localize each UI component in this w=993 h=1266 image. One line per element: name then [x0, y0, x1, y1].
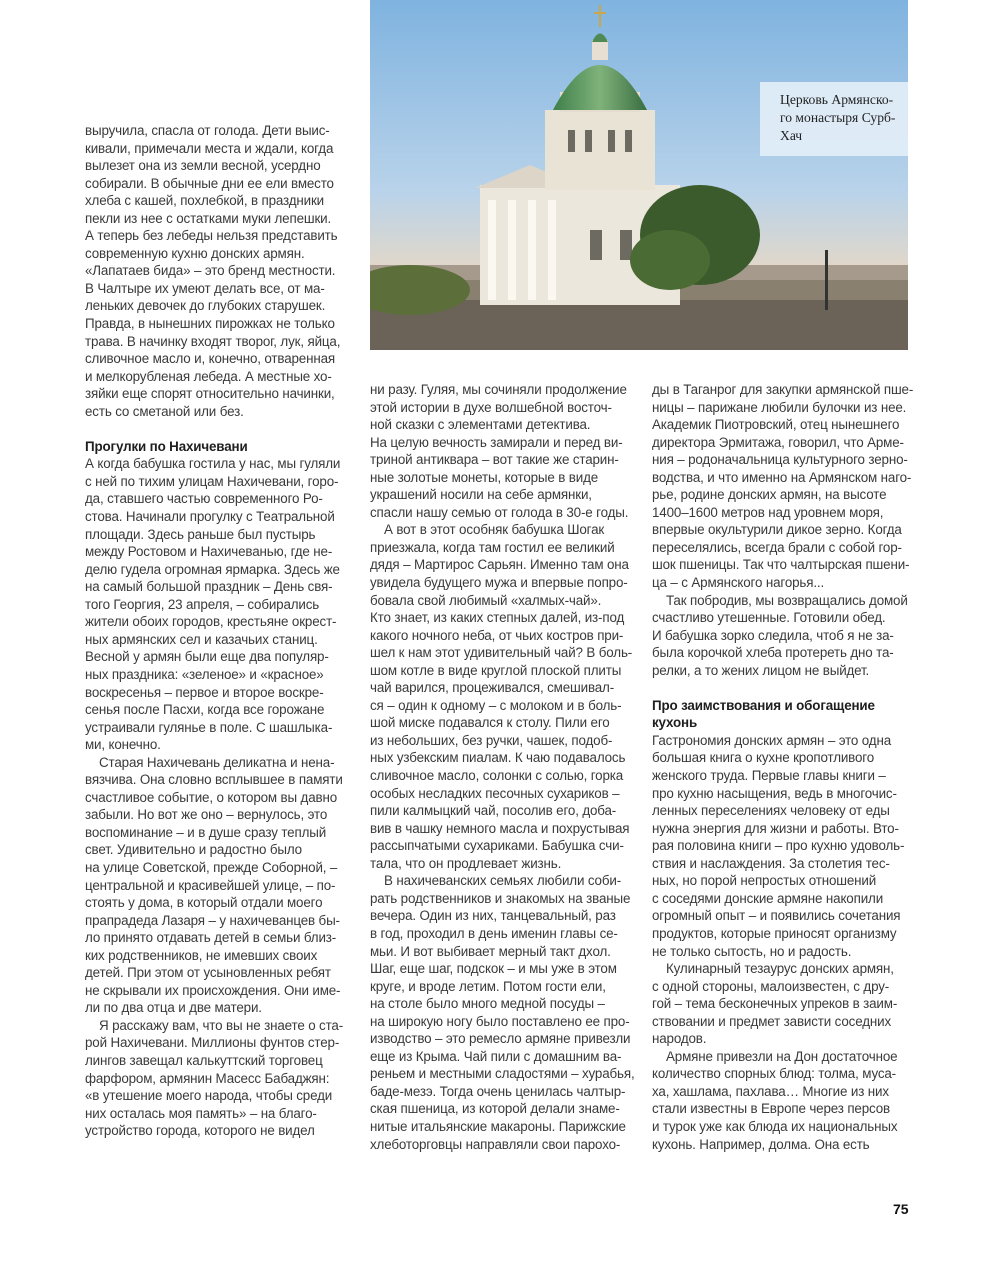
text-line: вечера. Один из них, танцевальный, раз	[370, 908, 616, 924]
paragraph	[85, 122, 347, 420]
text-line: свет. Удивительно и радостно было	[85, 842, 302, 858]
text-line: была корочкой хлеба протереть дно та-	[652, 645, 894, 661]
paragraph	[652, 732, 914, 960]
text-line: не скрывали их происхождения. Они име-	[85, 982, 341, 998]
text-line: Прогулки по Нахичевани	[85, 438, 248, 454]
text-line: И бабушка зорко следила, чтоб я не за-	[652, 627, 894, 643]
caption-line: Хач	[780, 128, 803, 143]
text-line: реньем и местными сладостями – хурабья,	[370, 1066, 635, 1082]
text-line: рая половина книги – про кухню удоволь-	[652, 838, 905, 854]
text-line: ца – с Армянского нагорья...	[652, 575, 825, 591]
text-line: зяйки еще спорят относительно начинки,	[85, 386, 335, 402]
text-line: на самый большой праздник – День свя-	[85, 579, 333, 595]
caption-line: го монастыря Сурб-	[780, 110, 896, 125]
text-line: ния – родоначальница культурного зерно-	[652, 452, 908, 468]
text-line: ская пшеница, из которой делали знаме-	[370, 1101, 620, 1117]
text-line: продуктов, которые приносят организму	[652, 925, 897, 941]
text-line: воспоминание – и в душе сразу теплый	[85, 824, 327, 840]
text-line: выручила, спасла от голода. Дети выис-	[85, 123, 330, 138]
text-line: приезжала, когда там гостил ее великий	[370, 539, 615, 555]
text-line: шел к нам этот удивительный чай? В боль-	[370, 645, 633, 661]
text-line: еще из Крыма. Чай пили с домашним ва-	[370, 1048, 622, 1064]
text-line: ных узбекским пиалам. К чаю подавалось	[370, 750, 626, 766]
text-line: устройство города, которого не видел	[85, 1123, 315, 1139]
text-line: Правда, в нынешних пирожках не только	[85, 316, 335, 332]
caption-line: Церковь Армянско-	[780, 92, 894, 107]
text-line: лингов завещал калькуттский торговец	[85, 1052, 323, 1068]
text-line: про кухню насыщения, ведь в многочис-	[652, 785, 897, 801]
text-line: прапрадеда Лазаря – у нахичеванцев бы-	[85, 912, 340, 928]
text-line: ли по два отца и две матери.	[85, 1000, 262, 1016]
section-heading	[85, 438, 347, 456]
paragraph	[85, 455, 347, 753]
text-line: да, ставшего частью современного Ро-	[85, 491, 323, 507]
text-line: рассыпчатыми сухариками. Бабушка счи-	[370, 838, 624, 854]
text-line: впервые окультурили дикое зерно. Когда	[652, 522, 902, 538]
text-line: В нахичеванских семьях любили соби-	[384, 873, 622, 889]
text-line: дядя – Мартирос Сарьян. Именно там она	[370, 557, 629, 573]
text-line: увидела будущего мужа и впервые попро-	[370, 575, 628, 591]
text-line: и турок уже как блюда их национальных	[652, 1118, 898, 1134]
text-line: Кулинарный тезаурус донских армян,	[666, 961, 894, 977]
text-line: счастливое событие, о котором вы давно	[85, 789, 338, 805]
text-line: Академик Пиотровский, отец нынешнего	[652, 417, 900, 433]
text-line: в год, проходил в день именин главы се-	[370, 925, 618, 941]
text-line: Армяне привезли на Дон достаточное	[666, 1048, 898, 1064]
text-line: с одной стороны, малоизвестен, с дру-	[652, 978, 890, 994]
text-line: с ней по тихим улицам Нахичевани, горо-	[85, 473, 339, 489]
text-line: огромный опыт – и появились сочетания	[652, 908, 901, 924]
text-line: ха, хашлама, пахлава… Многие из них	[652, 1083, 889, 1099]
text-line: забыли. Но вот же оно – вернулось, это	[85, 807, 328, 823]
text-column-3	[652, 381, 914, 1153]
text-line: и мелкорубленая лебеда. А местные хо-	[85, 368, 332, 384]
text-line: ленных переселениях человеку от еды	[652, 803, 890, 819]
text-line: гой – тема бесконечных упреков в заим-	[652, 996, 898, 1012]
text-line: между Ростовом и Нахичеванью, где не-	[85, 544, 333, 560]
text-column-1	[85, 122, 347, 1140]
paragraph	[370, 521, 632, 872]
text-line: воскресенья – первое и второе воскре-	[85, 684, 324, 700]
text-line: рой Нахичевани. Миллионы фунтов стер-	[85, 1035, 340, 1051]
text-line: пекли из нее с остатками муки лепешки.	[85, 210, 332, 226]
text-line: собирали. В обычные дни ее ели вместо	[85, 175, 334, 191]
paragraph	[370, 381, 632, 521]
text-line: вив в чашку немного масла и похрустывая	[370, 820, 630, 836]
church-illustration	[370, 0, 908, 350]
paragraph	[652, 960, 914, 1048]
text-line: релки, а то жених лицом не выйдет.	[652, 662, 870, 678]
text-line: жители обоих городов, крестьяне окрест-	[85, 614, 337, 630]
text-line: ной сказки с элементами детектива.	[370, 417, 591, 433]
text-line: ных, но порой непростых отношений	[652, 873, 877, 889]
text-line: «в утешение моего народа, чтобы среди	[85, 1088, 333, 1104]
text-line: нитые итальянские макароны. Парижские	[370, 1118, 626, 1134]
text-line: А когда бабушка гостила у нас, мы гуляли	[85, 456, 341, 472]
text-line: водства, и что именно на Армянском наго-	[652, 469, 912, 485]
text-line: хлеботорговцы направляли свои парохо-	[370, 1136, 621, 1152]
text-line: не только сытость, но и радость.	[652, 943, 852, 959]
text-line: ных праздника: «зеленое» и «красное»	[85, 666, 324, 682]
text-line: Весной у армян были еще два популяр-	[85, 649, 329, 665]
paragraph	[85, 1017, 347, 1140]
page-number: 75	[893, 1201, 909, 1217]
text-line: какого ночного неба, от чьих костров при-	[370, 627, 624, 643]
text-line: кивали, примечали места и ждали, когда	[85, 140, 334, 156]
text-line: рье, родине донских армян, на высоте	[652, 487, 887, 503]
text-line: стова. Начинали прогулку с Театральной	[85, 509, 335, 525]
text-line: вязчива. Она словно всплывшее в памяти	[85, 772, 343, 788]
paragraph	[652, 592, 914, 680]
text-line: ствовании и предмет зависти соседних	[652, 1013, 891, 1029]
text-line: вылезет она из земли весной, усердно	[85, 158, 321, 174]
text-line: женского труда. Первые главы книги –	[652, 768, 886, 784]
text-line: Про заимствования и обогащение	[652, 697, 875, 713]
text-line: 1400–1600 метров над уровнем моря,	[652, 504, 884, 520]
text-line: Я расскажу вам, что вы не знаете о ста-	[99, 1017, 344, 1033]
text-line: кухонь. Например, долма. Она есть	[652, 1136, 870, 1152]
text-line: тала, что он продлевает жизнь.	[370, 855, 562, 871]
text-line: ни разу. Гуляя, мы сочиняли продолжение	[370, 382, 627, 397]
text-line: чай варился, процеживался, смешивал-	[370, 680, 615, 696]
text-line: количество спорных блюд: толма, муса-	[652, 1066, 896, 1082]
text-line: ми, конечно.	[85, 737, 161, 753]
text-line: В Чалтыре их умеют делать все, от ма-	[85, 280, 325, 296]
text-line: ницы – парижане любили булочки из нее.	[652, 399, 907, 415]
text-line: пили калмыцкий чай, посолив его, доба-	[370, 803, 617, 819]
text-line: спасли нашу семью от голода в 30-е годы.	[370, 504, 629, 520]
text-line: шом котле в виде круглой плоской плиты	[370, 662, 622, 678]
text-line: мьи. И вот выбивает мерный такт дхол.	[370, 943, 611, 959]
text-line: особых несладких песочных сухариков –	[370, 785, 620, 801]
spacer	[652, 679, 914, 697]
text-line: площади. Здесь раньше был пустырь	[85, 526, 316, 542]
text-line: ды в Таганрог для закупки армянской пше-	[652, 382, 914, 397]
church-photo	[370, 0, 908, 350]
text-line: устраивали гулянье в поле. С шашлыка-	[85, 719, 333, 735]
text-line: сливочное масло и, конечно, отваренная	[85, 351, 335, 367]
text-column-2	[370, 381, 635, 1153]
text-line: Гастрономия донских армян – это одна	[652, 732, 892, 748]
text-line: фарфором, армянин Масесс Бабаджян:	[85, 1070, 330, 1086]
text-line: сенья после Пасхи, когда все горожане	[85, 702, 325, 718]
text-line: современную кухню донских армян.	[85, 245, 305, 261]
text-line: переселялись, всегда брали с собой гор-	[652, 539, 902, 555]
text-line: детей. При этом от усыновленных ребят	[85, 965, 331, 981]
text-line: этой истории в духе волшебной восточ-	[370, 399, 612, 415]
text-line: народов.	[652, 1031, 707, 1047]
text-line: рать родственников и знакомых на званые	[370, 890, 631, 906]
text-line: из небольших, без ручки, чашек, подоб-	[370, 732, 613, 748]
text-line: директора Эрмитажа, говорил, что Арме-	[652, 434, 904, 450]
text-line: украшений носили на себе армянки,	[370, 487, 592, 503]
text-line: Кто знает, из каких степных далей, из-под	[370, 610, 625, 626]
text-line: шок пшеницы. Так что чалтырская пшени-	[652, 557, 910, 573]
text-line: шой миске подавался к столу. Пили его	[370, 715, 610, 731]
text-line: триной антиквара – вот такие же старин-	[370, 452, 619, 468]
text-line: ствия и наслаждения. За столетия тес-	[652, 855, 890, 871]
text-line: «Лапатаев бида» – это бренд местности.	[85, 263, 336, 279]
paragraph	[370, 872, 635, 1153]
text-line: ся – один к одному – с молоком и в боль-	[370, 697, 622, 713]
section-heading	[652, 697, 914, 732]
text-line: трава. В начинку входят творог, лук, яйца,	[85, 333, 341, 349]
text-line: счастливо утешенные. Готовили обед.	[652, 610, 886, 626]
text-line: на широкую ногу было поставлено ее про-	[370, 1013, 630, 1029]
photo-caption	[760, 82, 908, 156]
text-line: с соседями донские армяне накопили	[652, 890, 884, 906]
text-line: ло принято отдавать детей в семьи близ-	[85, 930, 337, 946]
text-line: того Георгия, 23 апреля, – собирались	[85, 596, 320, 612]
text-line: баде-мезэ. Тогда очень ценилась чалтыр-	[370, 1083, 626, 1099]
text-line: А вот в этот особняк бабушка Шогак	[384, 522, 605, 538]
paragraph	[652, 1048, 914, 1153]
text-line: большая книга о кухне кропотливого	[652, 750, 875, 766]
text-line: леньких девочек до глубоких старушек.	[85, 298, 326, 314]
text-line: Так побродив, мы возвращались домой	[666, 592, 908, 608]
text-line: А теперь без лебеды нельзя представить	[85, 228, 338, 244]
text-line: На целую вечность замирали и перед ви-	[370, 434, 623, 450]
text-line: на улице Советской, прежде Соборной, –	[85, 859, 338, 875]
spacer	[85, 420, 347, 438]
text-line: ных армянских сел и казачьих станиц.	[85, 631, 318, 647]
paragraph	[652, 381, 914, 592]
text-line: хлеба с кашей, похлебкой, в праздники	[85, 193, 325, 209]
text-line: на столе было много медной посуды –	[370, 996, 605, 1012]
text-line: ные золотые монеты, которые в виде	[370, 469, 599, 485]
text-line: Старая Нахичевань деликатна и нена-	[99, 754, 335, 770]
text-line: Шаг, еще шаг, подскок – и мы уже в этом	[370, 961, 617, 977]
text-line: них осталась моя память» – на благо-	[85, 1105, 317, 1121]
text-line: центральной и красивейшей улице, – по-	[85, 877, 336, 893]
text-line: круге, и вроде летим. Потом гости ели,	[370, 978, 606, 994]
paragraph	[85, 754, 347, 1017]
text-line: сливочное масло, солонки с солью, горка	[370, 768, 624, 784]
text-line: кухонь	[652, 715, 698, 731]
text-line: нужна энергия для жизни и работы. Вто-	[652, 820, 899, 836]
text-line: есть со сметаной или без.	[85, 403, 244, 419]
text-line: изводство – это ремесло армяне привезли	[370, 1031, 631, 1047]
text-line: стоять у дома, в который отдали моего	[85, 895, 323, 911]
text-line: бовала свой любимый «халмых-чай».	[370, 592, 602, 608]
text-line: стали известны в Европе через персов	[652, 1101, 890, 1117]
text-line: ких родственников, не имевших своих	[85, 947, 318, 963]
text-line: делю гудела огромная ярмарка. Здесь же	[85, 561, 340, 577]
